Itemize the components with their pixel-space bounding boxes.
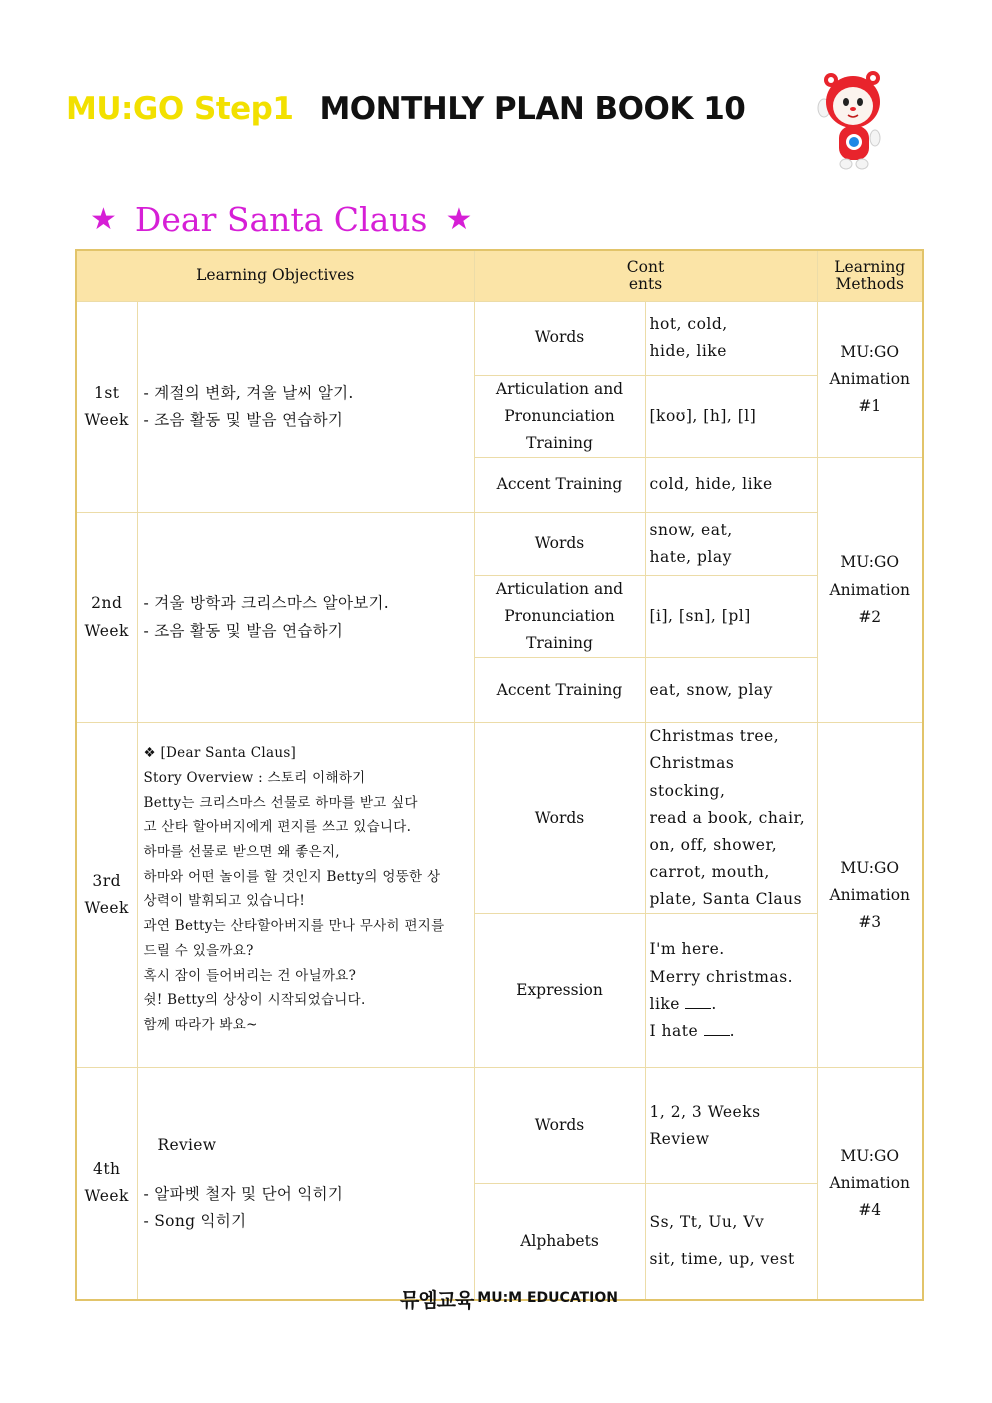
content-items: Christmas tree, Christmas stocking, read a book, chair, on, off, shower, carrot, mouth, plate, Santa Claus bbox=[645, 723, 817, 914]
content-type-label: Articulation and Pronunciation Training bbox=[474, 375, 645, 457]
blank-line bbox=[685, 997, 711, 1009]
content-type-label: Words bbox=[474, 723, 645, 914]
table-row bbox=[76, 1068, 923, 1184]
content-items: eat, snow, play bbox=[645, 658, 817, 723]
week-label: 4th Week bbox=[76, 1068, 137, 1300]
content-type-label: Words bbox=[474, 301, 645, 375]
table-row bbox=[76, 301, 923, 375]
lesson-title bbox=[90, 196, 472, 242]
story-overview: ❖ [Dear Santa Claus] Story Overview : 스토리 이해하기 Betty는 크리스마스 선물로 하마를 받고 싶다 고 산타 할아버지에게 편지를 쓰고 있습니다. 하마를 선물로 받으면 왜 좋은지, 하마와 어떤 놀이를 할 것인지 Betty의 엉뚱한 상 상력이 발휘되고 있습니다! 과연 Betty는 산타할아버지를 만나 무사히 편지를 드릴 수 있을까요? 혹시 잠이 들어버리는 건 아닐까요? 쉿! Betty의 상상이 시작되었습니다. 함께 따라가 봐요~ bbox=[137, 723, 474, 1068]
mascot-character-icon bbox=[815, 68, 895, 178]
table-row bbox=[76, 723, 923, 914]
learning-method: MU:GO Animation #1 bbox=[817, 301, 923, 457]
learning-objectives: - 겨울 방학과 크리스마스 알아보기. - 조음 활동 및 발음 연습하기 bbox=[137, 512, 474, 722]
learning-method: MU:GO Animation #3 bbox=[817, 723, 923, 1068]
footer-logo bbox=[400, 1283, 618, 1313]
monthly-plan-table bbox=[75, 249, 924, 1301]
blank-line bbox=[704, 1024, 730, 1036]
content-type-label: Accent Training bbox=[474, 658, 645, 723]
content-type-label: Accent Training bbox=[474, 457, 645, 512]
table-row bbox=[76, 512, 923, 575]
content-type-label: Words bbox=[474, 1068, 645, 1184]
learning-objectives: Review - 알파벳 철자 및 단어 익히기 - Song 익히기 bbox=[137, 1068, 474, 1300]
footer-logo-english: MU:M EDUCATION bbox=[477, 1290, 618, 1306]
content-items: snow, eat, hate, play bbox=[645, 512, 817, 575]
table-header-row bbox=[76, 250, 923, 301]
lesson-title-text: Dear Santa Claus bbox=[134, 199, 428, 239]
content-items: [i], [sn], [pl] bbox=[645, 575, 817, 657]
content-items: I'm here. Merry christmas. like . I hate . bbox=[645, 914, 817, 1068]
page-header bbox=[66, 84, 745, 134]
plan-book-title: MONTHLY PLAN BOOK 10 bbox=[319, 91, 746, 127]
week-label: 1st Week bbox=[76, 301, 137, 512]
learning-method: MU:GO Animation #2 bbox=[817, 457, 923, 722]
content-type-label: Words bbox=[474, 512, 645, 575]
content-items: hot, cold, hide, like bbox=[645, 301, 817, 375]
content-type-label: Alphabets bbox=[474, 1184, 645, 1300]
star-left-icon: ★ bbox=[90, 201, 117, 237]
week-label: 3rd Week bbox=[76, 723, 137, 1068]
learning-objectives: - 계절의 변화, 겨울 날씨 알기. - 조음 활동 및 발음 연습하기 bbox=[137, 301, 474, 512]
footer-logo-korean: 뮤엠교육 bbox=[400, 1287, 474, 1312]
content-items: 1, 2, 3 Weeks Review bbox=[645, 1068, 817, 1184]
content-items: [koʊ], [h], [l] bbox=[645, 375, 817, 457]
learning-method: MU:GO Animation #4 bbox=[817, 1068, 923, 1300]
brand-title: MU:GO Step1 bbox=[66, 91, 294, 127]
star-right-icon: ★ bbox=[445, 201, 473, 237]
week-label: 2nd Week bbox=[76, 512, 137, 722]
content-items: cold, hide, like bbox=[645, 457, 817, 512]
content-type-label: Articulation and Pronunciation Training bbox=[474, 575, 645, 657]
header-learning-objectives: Learning Objectives bbox=[76, 250, 474, 301]
header-contents: Cont ents bbox=[474, 250, 817, 301]
content-items: Ss, Tt, Uu, Vv sit, time, up, vest bbox=[645, 1184, 817, 1300]
content-type-label: Expression bbox=[474, 914, 645, 1068]
review-label: Review bbox=[157, 1135, 217, 1154]
header-learning-methods: Learning Methods bbox=[817, 250, 923, 301]
